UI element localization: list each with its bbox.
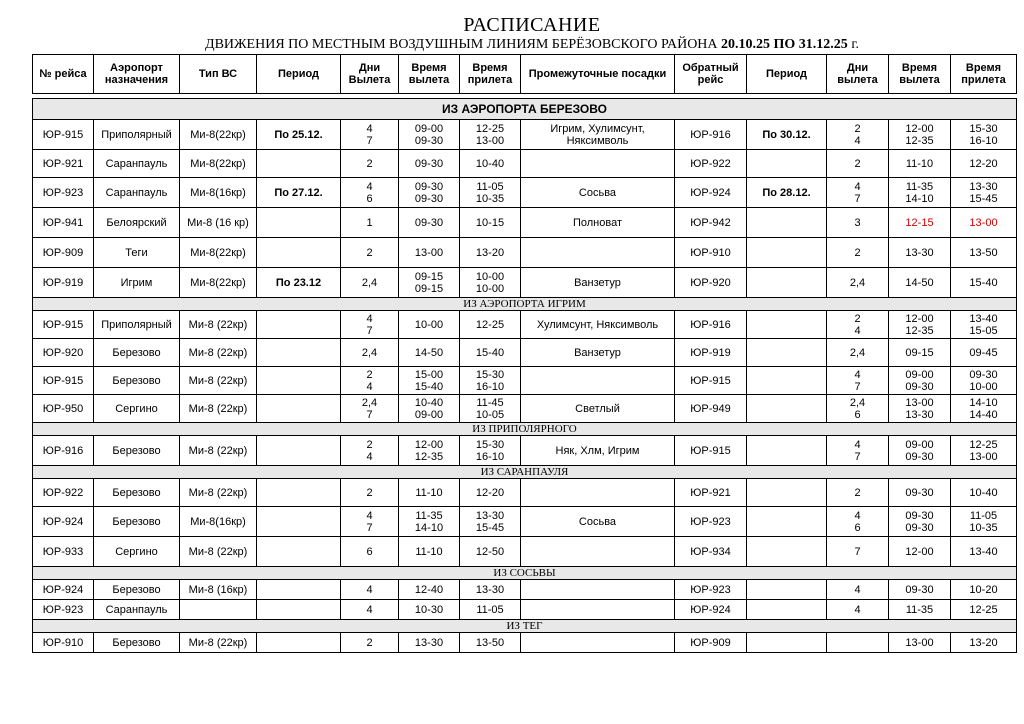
cell-departure-time: 10-40 09-00 xyxy=(399,395,460,423)
cell-flight-number: ЮР-923 xyxy=(33,600,94,620)
cell-period xyxy=(257,311,341,339)
cell-return-flight: ЮР-910 xyxy=(675,238,747,268)
cell-flight-number: ЮР-909 xyxy=(33,238,94,268)
cell-departure-time: 09-30 09-30 xyxy=(399,178,460,208)
cell-departure-time: 14-50 xyxy=(399,339,460,367)
cell-return-departure-time: 09-30 xyxy=(889,580,951,600)
table-row xyxy=(33,600,1017,620)
cell-departure-days: 2 xyxy=(341,633,399,653)
cell-flight-number: ЮР-924 xyxy=(33,580,94,600)
cell-period xyxy=(257,600,341,620)
header-flight-number: № рейса xyxy=(33,55,94,94)
cell-departure-days: 4 xyxy=(341,580,399,600)
cell-return-arrival-time: 13-50 xyxy=(951,238,1017,268)
cell-arrival-time: 15-40 xyxy=(460,339,521,367)
cell-return-departure-time: 12-00 12-35 xyxy=(889,120,951,150)
table-row xyxy=(33,238,1017,268)
cell-destination: Игрим xyxy=(94,268,180,298)
cell-return-arrival-time: 09-45 xyxy=(951,339,1017,367)
cell-period: По 27.12. xyxy=(257,178,341,208)
cell-return-arrival-time: 09-30 10-00 xyxy=(951,367,1017,395)
cell-intermediate-stops: Сосьва xyxy=(521,507,675,537)
cell-return-departure-time: 09-00 09-30 xyxy=(889,367,951,395)
cell-intermediate-stops: Ванзетур xyxy=(521,268,675,298)
cell-return-departure-days: 4 6 xyxy=(827,507,889,537)
section-header-row xyxy=(33,567,1017,580)
cell-return-departure-days: 3 xyxy=(827,208,889,238)
cell-intermediate-stops xyxy=(521,238,675,268)
cell-return-departure-time: 13-30 xyxy=(889,238,951,268)
cell-period xyxy=(257,479,341,507)
cell-return-departure-days: 2 xyxy=(827,150,889,178)
cell-departure-days: 2,4 7 xyxy=(341,395,399,423)
cell-return-arrival-time: 13-00 xyxy=(951,208,1017,238)
cell-departure-time: 09-30 xyxy=(399,208,460,238)
cell-return-departure-days: 2,4 6 xyxy=(827,395,889,423)
cell-period xyxy=(257,507,341,537)
cell-return-departure-time: 12-00 xyxy=(889,537,951,567)
cell-destination: Саранпауль xyxy=(94,600,180,620)
cell-departure-time: 15-00 15-40 xyxy=(399,367,460,395)
cell-return-flight: ЮР-915 xyxy=(675,367,747,395)
cell-departure-time: 11-10 xyxy=(399,479,460,507)
cell-flight-number: ЮР-916 xyxy=(33,436,94,466)
cell-return-period xyxy=(747,395,827,423)
cell-flight-number: ЮР-919 xyxy=(33,268,94,298)
cell-aircraft-type: Ми-8(22кр) xyxy=(180,120,257,150)
cell-return-period xyxy=(747,311,827,339)
cell-return-flight: ЮР-924 xyxy=(675,178,747,208)
header-return-arrival-time: Время прилета xyxy=(951,55,1017,94)
header-return-departure-time: Время вылета xyxy=(889,55,951,94)
cell-return-departure-days: 4 xyxy=(827,580,889,600)
section-title: ИЗ ПРИПОЛЯРНОГО xyxy=(33,423,1017,436)
cell-flight-number: ЮР-915 xyxy=(33,120,94,150)
cell-return-arrival-time: 13-40 xyxy=(951,537,1017,567)
cell-return-arrival-time: 12-25 xyxy=(951,600,1017,620)
page-subtitle xyxy=(0,37,1024,53)
cell-intermediate-stops xyxy=(521,150,675,178)
cell-departure-days: 4 7 xyxy=(341,120,399,150)
cell-aircraft-type: Ми-8 (16кр) xyxy=(180,580,257,600)
cell-arrival-time: 11-45 10-05 xyxy=(460,395,521,423)
cell-departure-time: 09-30 xyxy=(399,150,460,178)
cell-arrival-time: 15-30 16-10 xyxy=(460,436,521,466)
header-return-departure-days: Дни вылета xyxy=(827,55,889,94)
cell-aircraft-type: Ми-8 (22кр) xyxy=(180,479,257,507)
section-header-row xyxy=(33,620,1017,633)
cell-period xyxy=(257,339,341,367)
cell-return-departure-days xyxy=(827,633,889,653)
page-title: РАСПИСАНИЕ xyxy=(463,14,601,36)
cell-intermediate-stops: Ванзетур xyxy=(521,339,675,367)
cell-arrival-time: 12-20 xyxy=(460,479,521,507)
cell-return-period xyxy=(747,436,827,466)
cell-arrival-time: 12-25 xyxy=(460,311,521,339)
cell-return-flight: ЮР-919 xyxy=(675,339,747,367)
cell-intermediate-stops xyxy=(521,580,675,600)
cell-return-departure-time: 12-15 xyxy=(889,208,951,238)
cell-return-period xyxy=(747,238,827,268)
table-row xyxy=(33,367,1017,395)
cell-period xyxy=(257,367,341,395)
section-title: ИЗ ТЕГ xyxy=(33,620,1017,633)
cell-flight-number: ЮР-910 xyxy=(33,633,94,653)
cell-destination: Приполярный xyxy=(94,311,180,339)
section-title: ИЗ СОСЬВЫ xyxy=(33,567,1017,580)
header-return-period: Период xyxy=(747,55,827,94)
cell-intermediate-stops xyxy=(521,367,675,395)
cell-departure-time: 12-40 xyxy=(399,580,460,600)
cell-return-departure-days: 2 xyxy=(827,238,889,268)
section-header-row xyxy=(33,466,1017,479)
cell-destination: Березово xyxy=(94,580,180,600)
cell-period xyxy=(257,436,341,466)
table-row xyxy=(33,208,1017,238)
cell-arrival-time: 13-20 xyxy=(460,238,521,268)
cell-return-departure-days: 2 xyxy=(827,479,889,507)
section-header-row xyxy=(33,423,1017,436)
cell-aircraft-type: Ми-8 (22кр) xyxy=(180,537,257,567)
section-title: ИЗ САРАНПАУЛЯ xyxy=(33,466,1017,479)
cell-flight-number: ЮР-941 xyxy=(33,208,94,238)
cell-return-departure-days: 4 7 xyxy=(827,178,889,208)
cell-return-arrival-time: 13-30 15-45 xyxy=(951,178,1017,208)
cell-period xyxy=(257,633,341,653)
cell-intermediate-stops xyxy=(521,600,675,620)
cell-destination: Березово xyxy=(94,367,180,395)
cell-destination: Сергино xyxy=(94,537,180,567)
cell-departure-time: 12-00 12-35 xyxy=(399,436,460,466)
cell-departure-days: 2 4 xyxy=(341,367,399,395)
subtitle-dates: 20.10.25 ПО 31.12.25 xyxy=(721,37,848,52)
cell-departure-time: 11-10 xyxy=(399,537,460,567)
cell-arrival-time: 13-50 xyxy=(460,633,521,653)
cell-destination: Березово xyxy=(94,479,180,507)
section-header-row xyxy=(33,298,1017,311)
table-row xyxy=(33,633,1017,653)
cell-return-arrival-time: 12-20 xyxy=(951,150,1017,178)
cell-return-period: По 28.12. xyxy=(747,178,827,208)
cell-departure-time: 09-00 09-30 xyxy=(399,120,460,150)
cell-arrival-time: 12-50 xyxy=(460,537,521,567)
cell-arrival-time: 10-40 xyxy=(460,150,521,178)
cell-return-flight: ЮР-916 xyxy=(675,120,747,150)
table-row xyxy=(33,178,1017,208)
cell-return-arrival-time: 13-20 xyxy=(951,633,1017,653)
cell-return-arrival-time: 15-30 16-10 xyxy=(951,120,1017,150)
cell-period: По 25.12. xyxy=(257,120,341,150)
cell-aircraft-type xyxy=(180,600,257,620)
cell-departure-days: 2,4 xyxy=(341,339,399,367)
cell-destination: Березово xyxy=(94,507,180,537)
cell-return-departure-time: 11-35 xyxy=(889,600,951,620)
cell-return-period xyxy=(747,367,827,395)
cell-return-departure-time: 09-15 xyxy=(889,339,951,367)
cell-return-arrival-time: 13-40 15-05 xyxy=(951,311,1017,339)
cell-departure-days: 4 6 xyxy=(341,178,399,208)
schedule-body xyxy=(33,94,1017,653)
cell-return-departure-time: 12-00 12-35 xyxy=(889,311,951,339)
cell-intermediate-stops: Хулимсунт, Няксимволь xyxy=(521,311,675,339)
cell-return-period xyxy=(747,507,827,537)
cell-return-departure-time: 14-50 xyxy=(889,268,951,298)
cell-destination: Березово xyxy=(94,633,180,653)
cell-destination: Белоярский xyxy=(94,208,180,238)
cell-return-period xyxy=(747,150,827,178)
cell-aircraft-type: Ми-8 (22кр) xyxy=(180,395,257,423)
table-row xyxy=(33,537,1017,567)
cell-aircraft-type: Ми-8 (22кр) xyxy=(180,311,257,339)
cell-return-flight: ЮР-949 xyxy=(675,395,747,423)
cell-aircraft-type: Ми-8(22кр) xyxy=(180,238,257,268)
cell-departure-days: 2 4 xyxy=(341,436,399,466)
cell-departure-days: 4 xyxy=(341,600,399,620)
cell-arrival-time: 10-15 xyxy=(460,208,521,238)
cell-return-departure-time: 11-10 xyxy=(889,150,951,178)
header-destination: Аэропорт назначения xyxy=(94,55,180,94)
cell-return-departure-days: 7 xyxy=(827,537,889,567)
cell-departure-days: 2 xyxy=(341,150,399,178)
cell-return-arrival-time: 10-20 xyxy=(951,580,1017,600)
cell-period xyxy=(257,580,341,600)
cell-return-departure-days: 4 7 xyxy=(827,436,889,466)
cell-departure-time: 09-15 09-15 xyxy=(399,268,460,298)
section-title: ИЗ АЭРОПОРТА БЕРЕЗОВО xyxy=(33,99,1017,120)
cell-departure-time: 10-00 xyxy=(399,311,460,339)
cell-arrival-time: 11-05 xyxy=(460,600,521,620)
cell-return-arrival-time: 15-40 xyxy=(951,268,1017,298)
cell-intermediate-stops: Игрим, Хулимсунт, Няксимволь xyxy=(521,120,675,150)
cell-flight-number: ЮР-921 xyxy=(33,150,94,178)
cell-arrival-time: 13-30 15-45 xyxy=(460,507,521,537)
cell-departure-days: 2 xyxy=(341,479,399,507)
cell-aircraft-type: Ми-8(22кр) xyxy=(180,150,257,178)
subtitle-suffix: г. xyxy=(851,37,859,52)
cell-flight-number: ЮР-923 xyxy=(33,178,94,208)
cell-return-departure-time: 09-30 xyxy=(889,479,951,507)
cell-departure-time: 13-30 xyxy=(399,633,460,653)
table-row xyxy=(33,580,1017,600)
cell-departure-days: 2 xyxy=(341,238,399,268)
table-row xyxy=(33,268,1017,298)
cell-aircraft-type: Ми-8 (16 кр) xyxy=(180,208,257,238)
cell-aircraft-type: Ми-8 (22кр) xyxy=(180,339,257,367)
cell-destination: Саранпауль xyxy=(94,178,180,208)
table-row xyxy=(33,395,1017,423)
schedule-table xyxy=(32,54,1017,653)
cell-destination: Березово xyxy=(94,339,180,367)
cell-arrival-time: 13-30 xyxy=(460,580,521,600)
cell-period: По 23.12 xyxy=(257,268,341,298)
cell-return-departure-time: 13-00 xyxy=(889,633,951,653)
cell-return-departure-days: 2 4 xyxy=(827,311,889,339)
cell-intermediate-stops xyxy=(521,633,675,653)
cell-return-period xyxy=(747,537,827,567)
cell-return-departure-time: 11-35 14-10 xyxy=(889,178,951,208)
cell-return-flight: ЮР-916 xyxy=(675,311,747,339)
cell-return-departure-time: 09-30 09-30 xyxy=(889,507,951,537)
cell-departure-time: 10-30 xyxy=(399,600,460,620)
cell-period xyxy=(257,238,341,268)
cell-departure-days: 4 7 xyxy=(341,311,399,339)
cell-destination: Приполярный xyxy=(94,120,180,150)
cell-intermediate-stops: Сосьва xyxy=(521,178,675,208)
cell-return-flight: ЮР-922 xyxy=(675,150,747,178)
cell-return-flight: ЮР-923 xyxy=(675,580,747,600)
cell-aircraft-type: Ми-8(22кр) xyxy=(180,268,257,298)
cell-return-period xyxy=(747,580,827,600)
cell-aircraft-type: Ми-8(16кр) xyxy=(180,507,257,537)
cell-return-departure-days: 4 xyxy=(827,600,889,620)
cell-destination: Саранпауль xyxy=(94,150,180,178)
cell-flight-number: ЮР-915 xyxy=(33,311,94,339)
cell-flight-number: ЮР-922 xyxy=(33,479,94,507)
cell-return-departure-days: 2,4 xyxy=(827,339,889,367)
cell-departure-days: 4 7 xyxy=(341,507,399,537)
table-row xyxy=(33,311,1017,339)
cell-return-flight: ЮР-923 xyxy=(675,507,747,537)
cell-arrival-time: 10-00 10-00 xyxy=(460,268,521,298)
header-departure-days: Дни Вылета xyxy=(341,55,399,94)
header-return-flight: Обратный рейс xyxy=(675,55,747,94)
header-row xyxy=(33,55,1017,94)
cell-departure-time: 11-35 14-10 xyxy=(399,507,460,537)
table-row xyxy=(33,436,1017,466)
table-row xyxy=(33,120,1017,150)
cell-period xyxy=(257,150,341,178)
cell-return-flight: ЮР-934 xyxy=(675,537,747,567)
cell-return-period: По 30.12. xyxy=(747,120,827,150)
cell-return-period xyxy=(747,479,827,507)
cell-return-flight: ЮР-909 xyxy=(675,633,747,653)
header-arrival-time: Время прилета xyxy=(460,55,521,94)
section-header-row xyxy=(33,99,1017,120)
cell-return-arrival-time: 11-05 10-35 xyxy=(951,507,1017,537)
cell-flight-number: ЮР-933 xyxy=(33,537,94,567)
cell-return-flight: ЮР-924 xyxy=(675,600,747,620)
cell-return-departure-days: 2,4 xyxy=(827,268,889,298)
cell-period xyxy=(257,208,341,238)
header-departure-time: Время вылета xyxy=(399,55,460,94)
cell-flight-number: ЮР-915 xyxy=(33,367,94,395)
cell-aircraft-type: Ми-8 (22кр) xyxy=(180,633,257,653)
cell-departure-days: 1 xyxy=(341,208,399,238)
cell-period xyxy=(257,537,341,567)
table-row xyxy=(33,339,1017,367)
cell-flight-number: ЮР-920 xyxy=(33,339,94,367)
cell-return-period xyxy=(747,633,827,653)
cell-return-flight: ЮР-920 xyxy=(675,268,747,298)
cell-return-departure-days: 2 4 xyxy=(827,120,889,150)
cell-return-arrival-time: 12-25 13-00 xyxy=(951,436,1017,466)
cell-departure-days: 2,4 xyxy=(341,268,399,298)
cell-return-departure-days: 4 7 xyxy=(827,367,889,395)
cell-return-departure-time: 09-00 09-30 xyxy=(889,436,951,466)
cell-return-period xyxy=(747,268,827,298)
cell-destination: Сергино xyxy=(94,395,180,423)
cell-arrival-time: 15-30 16-10 xyxy=(460,367,521,395)
cell-departure-time: 13-00 xyxy=(399,238,460,268)
cell-return-flight: ЮР-942 xyxy=(675,208,747,238)
cell-return-arrival-time: 10-40 xyxy=(951,479,1017,507)
cell-flight-number: ЮР-924 xyxy=(33,507,94,537)
cell-intermediate-stops: Няк, Хлм, Игрим xyxy=(521,436,675,466)
table-row xyxy=(33,150,1017,178)
table-row xyxy=(33,479,1017,507)
cell-aircraft-type: Ми-8 (22кр) xyxy=(180,367,257,395)
cell-return-arrival-time: 14-10 14-40 xyxy=(951,395,1017,423)
cell-departure-days: 6 xyxy=(341,537,399,567)
cell-return-period xyxy=(747,208,827,238)
header-intermediate-stops: Промежуточные посадки xyxy=(521,55,675,94)
header-aircraft-type: Тип ВС xyxy=(180,55,257,94)
header-period: Период xyxy=(257,55,341,94)
cell-intermediate-stops: Светлый xyxy=(521,395,675,423)
subtitle-main: ДВИЖЕНИЯ ПО МЕСТНЫМ ВОЗДУШНЫМ ЛИНИЯМ БЕРЁЗОВСКОГО РАЙОНА xyxy=(205,37,718,52)
cell-return-period xyxy=(747,600,827,620)
cell-arrival-time: 11-05 10-35 xyxy=(460,178,521,208)
cell-aircraft-type: Ми-8 (22кр) xyxy=(180,436,257,466)
cell-return-departure-time: 13-00 13-30 xyxy=(889,395,951,423)
cell-period xyxy=(257,395,341,423)
cell-return-flight: ЮР-915 xyxy=(675,436,747,466)
cell-arrival-time: 12-25 13-00 xyxy=(460,120,521,150)
cell-flight-number: ЮР-950 xyxy=(33,395,94,423)
cell-return-flight: ЮР-921 xyxy=(675,479,747,507)
cell-intermediate-stops xyxy=(521,537,675,567)
cell-intermediate-stops xyxy=(521,479,675,507)
section-title: ИЗ АЭРОПОРТА ИГРИМ xyxy=(33,298,1017,311)
table-row xyxy=(33,507,1017,537)
cell-destination: Теги xyxy=(94,238,180,268)
cell-destination: Березово xyxy=(94,436,180,466)
cell-aircraft-type: Ми-8(16кр) xyxy=(180,178,257,208)
cell-intermediate-stops: Полноват xyxy=(521,208,675,238)
cell-return-period xyxy=(747,339,827,367)
